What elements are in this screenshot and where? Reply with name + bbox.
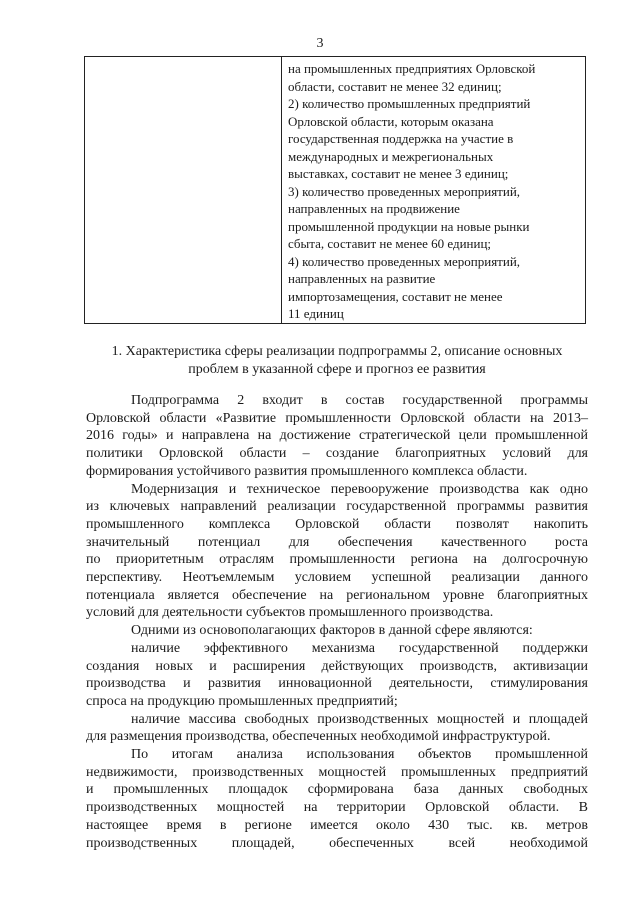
text-line: политики Орловской области – создание благоприятных условий для xyxy=(86,446,588,462)
text-line: производства и развития инновационной деятельности, стимулирования xyxy=(86,676,588,692)
text-line: производственных мощностей на территории Орловской области. В xyxy=(86,800,588,816)
text-line: для размещения производства, обеспеченных необходимой инфраструктурой. xyxy=(86,729,551,745)
section-heading xyxy=(84,343,590,379)
heading-line: 1. Характеристика сферы реализации подпрограммы 2, описание основных xyxy=(111,344,563,359)
text-line: 2016 годы» и направлена на достижение стратегической цели промышленной xyxy=(86,428,588,444)
table-line: области, составит не менее 32 единиц; xyxy=(288,78,502,94)
text-line: и промышленных площадок сформирована база данных свободных xyxy=(86,782,588,798)
text-line: потенциала является обеспечение на региональном уровне благоприятных xyxy=(86,587,588,603)
text-line: по приоритетным отраслям промышленности региона на долгосрочную xyxy=(86,552,588,568)
text-line: По итогам анализа использования объектов промышленной xyxy=(131,747,588,763)
text-line: Одними из основополагающих факторов в данной сфере являются: xyxy=(131,623,533,639)
table-cell-empty xyxy=(85,57,282,323)
table-line: 2) количество промышленных предприятий xyxy=(288,96,531,111)
text-line: наличие эффективного механизма государственной поддержки xyxy=(131,640,588,656)
indicators-table xyxy=(84,56,586,324)
table-line: направленных на развитие xyxy=(288,271,436,286)
table-line: промышленной продукции на новые рынки xyxy=(288,218,530,234)
text-line: Подпрограмма 2 входит в состав государственной программы xyxy=(131,393,588,408)
text-line: наличие массива свободных производственных мощностей и площадей xyxy=(131,711,588,727)
text-line: спроса на продукцию промышленных предприятий; xyxy=(86,693,398,709)
text-line: из ключевых направлений реализации государственной программы развития xyxy=(86,499,588,515)
table-line: 4) количество проведенных мероприятий, xyxy=(288,253,521,269)
text-line: перспективу. Неотъемлемым условием успешной реализации данного xyxy=(86,570,588,586)
table-line: импортозамещения, составит не менее xyxy=(288,288,503,304)
text-line: условий для деятельности субъектов промышленного производства. xyxy=(86,605,494,621)
table-line: на промышленных предприятиях Орловской xyxy=(288,61,536,76)
text-line: производственных площадей, обеспеченных всей необходимой xyxy=(86,835,588,851)
table-line: сбыта, составит не менее 60 единиц; xyxy=(288,236,492,251)
page-number: 3 xyxy=(316,36,324,51)
table-line: выставках, составит не менее 3 единиц; xyxy=(288,166,509,181)
text-line: Модернизация и техническое перевооружение производства как одно xyxy=(131,481,588,497)
table-line: международных и межрегиональных xyxy=(288,148,494,164)
table-line: Орловской области, которым оказана xyxy=(288,113,494,129)
text-line: формирования устойчивого развития промышленного комплекса области. xyxy=(86,463,528,479)
text-line: значительный потенциал для обеспечения качественного роста xyxy=(86,534,588,550)
table-line: государственная поддержка на участие в xyxy=(288,131,514,146)
text-line: промышленного комплекса Орловской области позволят накопить xyxy=(86,516,588,532)
text-line: настоящее время в регионе имеется около 430 тыс. кв. метров xyxy=(86,817,588,833)
text-line: создания новых и расширения действующих производств, активизации xyxy=(86,658,588,674)
table-line: направленных на продвижение xyxy=(288,201,460,216)
text-line: недвижимости, производственных мощностей промышленных предприятий xyxy=(86,764,588,780)
table-cell-indicators xyxy=(282,57,585,323)
text-line: Орловской области «Развитие промышленности Орловской области на 2013– xyxy=(86,410,588,426)
table-line: 11 единиц xyxy=(288,306,344,321)
body-text xyxy=(86,392,588,852)
heading-line: проблем в указанной сфере и прогноз ее развития xyxy=(188,362,486,377)
table-line: 3) количество проведенных мероприятий, xyxy=(288,183,521,199)
